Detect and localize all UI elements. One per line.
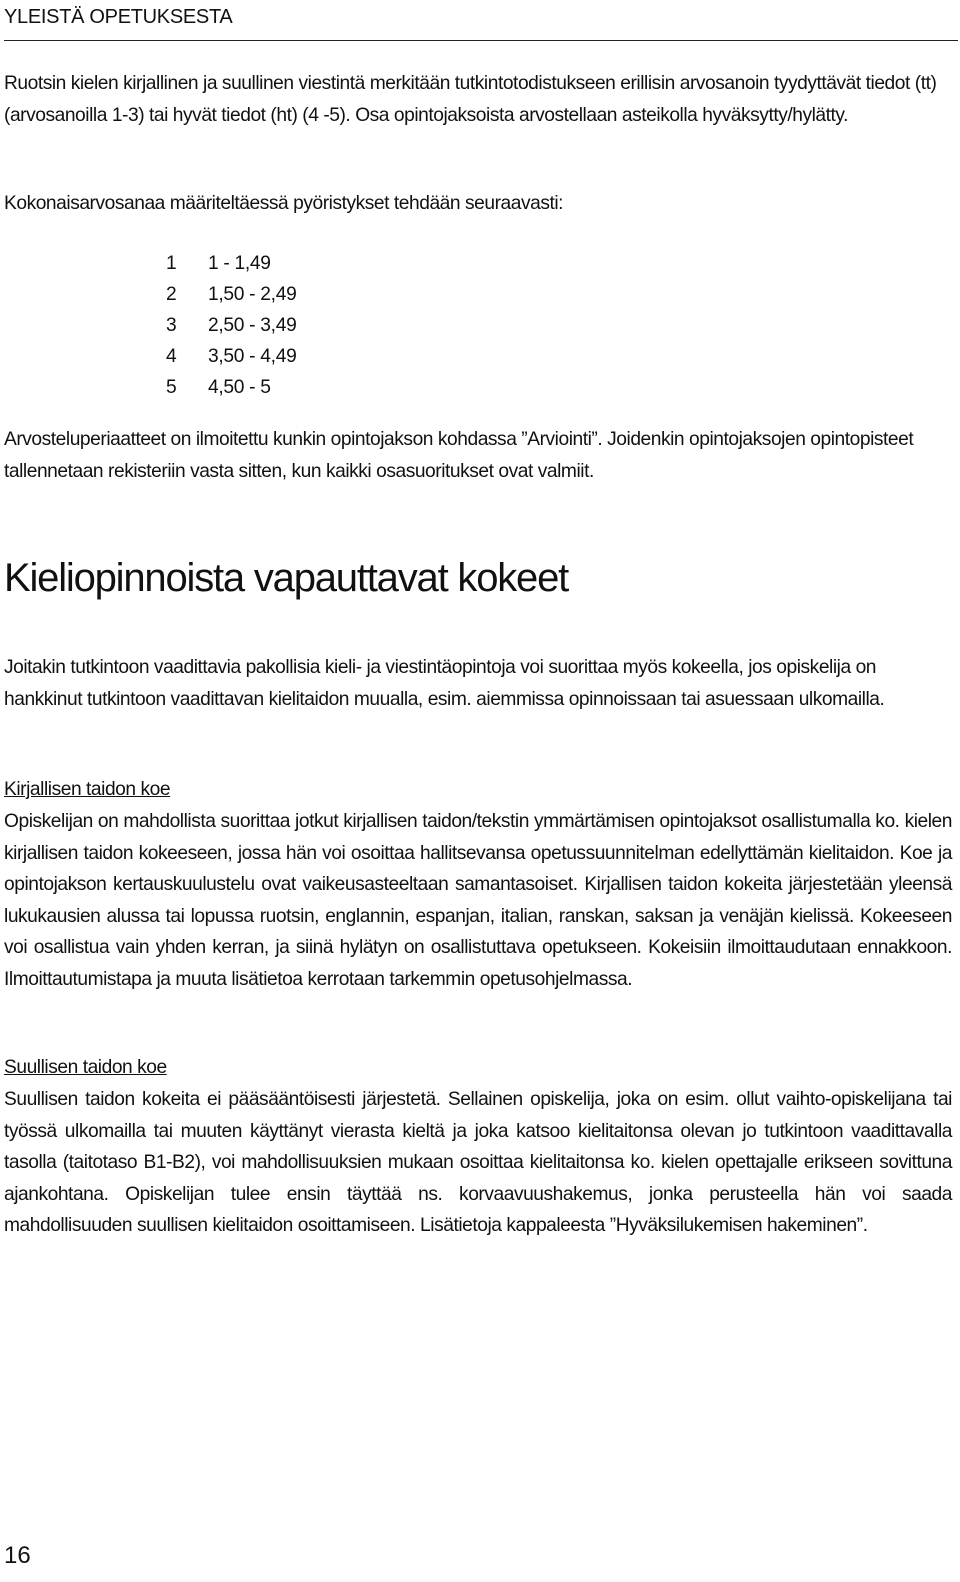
- rounding-grade: 1: [166, 253, 177, 274]
- rounding-grade: 2: [166, 284, 177, 305]
- written-exam-paragraph: Opiskelijan on mahdollista suorittaa jotkut kirjallisen taidon/tekstin ymmärtämisen opintojaksot osallistumalla ko. kielen kirjallisen taidon kokeeseen, jossa hän voi osoittaa hallitsevansa opetussuunnitelman edellyttämän kielitaidon. Koe ja opintojakson kertauskuulustelu ovat vaikeusasteeltaan samantasoiset. Kirjallisen taidon kokeita järjestetään yleensä lukukausien alussa tai lopussa ruotsin, englannin, espanjan, italian, ranskan, saksan ja venäjän kielissä. Kokeeseen voi osallistua vain yhden kerran, ja siinä hylätyn on osallistuttava opetukseen. Kokeisiin ilmoittaudutaan ennakkoon. Ilmoittautumistapa ja muuta lisätietoa kerrotaan tarkemmin opetusohjelmassa.: [4, 811, 952, 990]
- page-number: 16: [4, 1542, 31, 1569]
- page-header-title: YLEISTÄ OPETUKSESTA: [4, 6, 233, 28]
- rounding-grade: 3: [166, 315, 177, 336]
- rounding-row: [166, 372, 296, 403]
- header-divider: [4, 40, 958, 41]
- rounding-range: 3,50 - 4,49: [208, 346, 297, 367]
- section-heading: Kieliopinnoista vapauttavat kokeet: [4, 556, 569, 600]
- rounding-range: 2,50 - 3,49: [208, 315, 297, 336]
- intro-paragraph-2: Kokonaisarvosanaa määriteltäessä pyöristykset tehdään seuraavasti:: [4, 193, 564, 214]
- rounding-range: 1 - 1,49: [208, 253, 271, 274]
- rounding-row: [166, 279, 296, 310]
- rounding-row: [166, 341, 296, 372]
- rounding-row: [166, 248, 296, 279]
- intro-paragraph-1: Ruotsin kielen kirjallinen ja suullinen viestintä merkitään tutkintotodistukseen erillisin arvosanoin tyydyttävät tiedot (tt) (arvosanoilla 1-3) tai hyvät tiedot (ht) (4 -5). Osa opintojaksoista arvostellaan asteikolla hyväksytty/hylätty.: [4, 73, 937, 126]
- rounding-range: 1,50 - 2,49: [208, 284, 297, 305]
- rounding-grade: 4: [166, 346, 177, 367]
- rounding-table: [166, 248, 296, 403]
- written-exam-heading: Kirjallisen taidon koe: [4, 779, 171, 800]
- oral-exam-paragraph: Suullisen taidon kokeita ei pääsääntöisesti järjestetä. Sellainen opiskelija, joka on esim. ollut vaihto-opiskelijana tai työssä ulkomailla tai muuten käyttänyt vierasta kieltä ja joka katsoo kielitaitonsa olevan jo tutkintoon vaadittavalla tasolla (taitotaso B1-B2), voi mahdollisuuksien mukaan osoittaa kielitaitonsa ko. kielen opettajalle erikseen sovittuna ajankohtana. Opiskelijan tulee ensin täyttää ns. korvaavuushakemus, jonka perusteella hän voi saada mahdollisuuden suullisen kielitaidon osoittamiseen. Lisätietoja kappaleesta ”Hyväksilukemisen hakeminen”.: [4, 1089, 952, 1236]
- intro-paragraph-3: Arvosteluperiaatteet on ilmoitettu kunkin opintojakson kohdassa ”Arviointi”. Joidenkin opintojaksojen opintopisteet tallennetaan rekisteriin vasta sitten, kun kaikki osasuoritukset ovat valmiit.: [4, 429, 914, 482]
- section-intro-paragraph: Joitakin tutkintoon vaadittavia pakollisia kieli- ja viestintäopintoja voi suorittaa myös kokeella, jos opiskelija on hankkinut tutkintoon vaadittavan kielitaidon muualla, esim. aiemmissa opinnoissaan tai asuessaan ulkomailla.: [4, 657, 885, 710]
- oral-exam-heading: Suullisen taidon koe: [4, 1057, 167, 1078]
- rounding-grade: 5: [166, 377, 177, 398]
- rounding-range: 4,50 - 5: [208, 377, 271, 398]
- rounding-row: [166, 310, 296, 341]
